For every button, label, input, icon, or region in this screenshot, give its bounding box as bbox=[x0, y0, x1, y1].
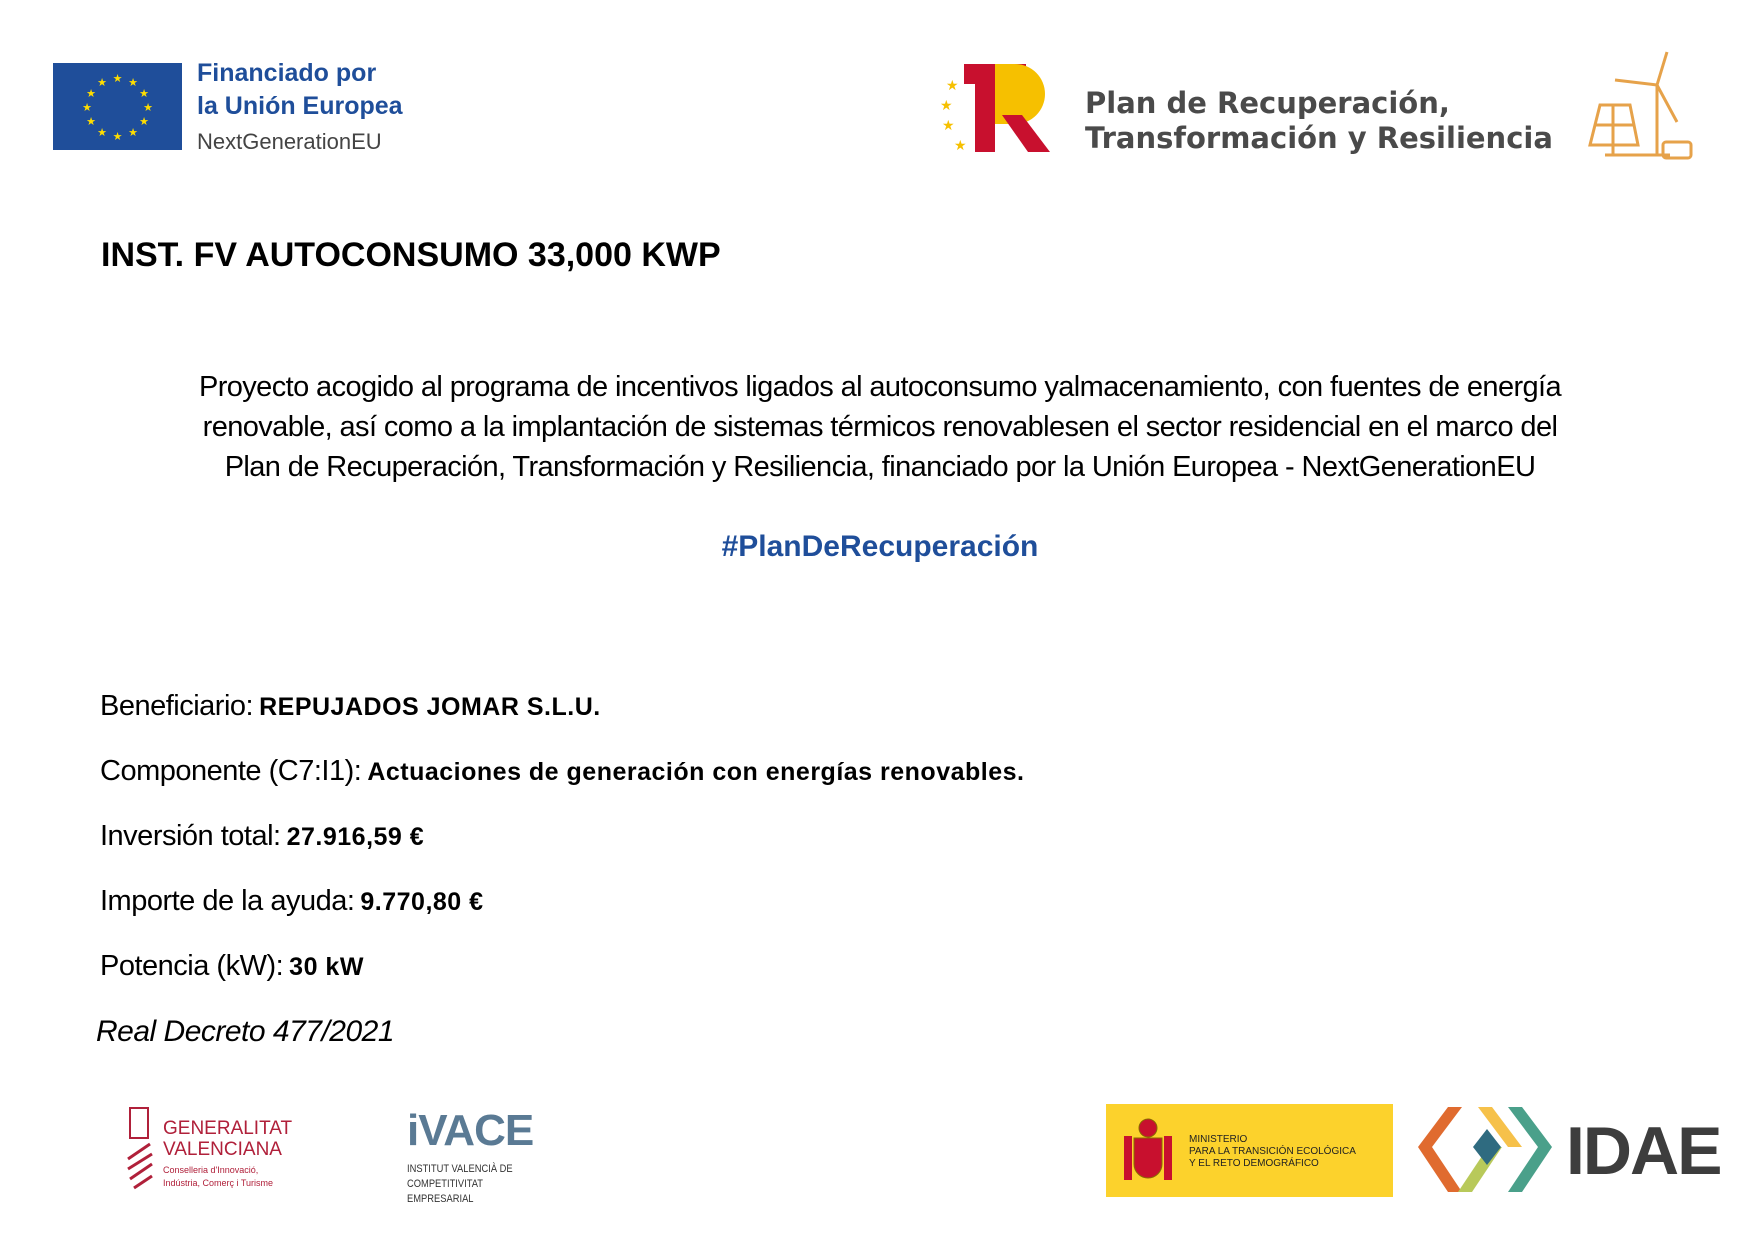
ministerio-logo bbox=[1106, 1104, 1393, 1197]
detail-label: Importe de la ayuda: bbox=[100, 885, 355, 917]
svg-text:★: ★ bbox=[97, 77, 107, 89]
svg-text:★: ★ bbox=[86, 88, 96, 100]
project-description bbox=[60, 367, 1700, 487]
svg-text:★: ★ bbox=[82, 102, 92, 114]
detail-beneficiario bbox=[100, 690, 601, 723]
svg-text:★: ★ bbox=[97, 127, 107, 139]
detail-value: REPUJADOS JOMAR S.L.U. bbox=[259, 693, 601, 721]
svg-text:★: ★ bbox=[86, 116, 96, 128]
svg-text:★: ★ bbox=[128, 77, 138, 89]
idae-name: IDAE bbox=[1566, 1113, 1721, 1189]
gv-line1: GENERALITAT bbox=[163, 1118, 293, 1139]
eu-funding-line2: la Unión Europea bbox=[197, 92, 403, 120]
svg-text:★: ★ bbox=[143, 102, 153, 114]
ministerio-line1: MINISTERIO bbox=[1189, 1134, 1248, 1145]
svg-text:★: ★ bbox=[139, 116, 149, 128]
detail-value: 27.916,59 € bbox=[286, 823, 425, 851]
svg-text:★: ★ bbox=[128, 127, 138, 139]
detail-inversion bbox=[100, 820, 424, 853]
detail-label: Potencia (kW): bbox=[100, 950, 284, 982]
description-line-3: Plan de Recuperación, Transformación y Resiliencia, financiado por la Unión Europea - NextGenerationEU bbox=[224, 451, 1536, 483]
hashtag: #PlanDeRecuperación bbox=[721, 530, 1039, 563]
svg-text:★: ★ bbox=[112, 131, 123, 143]
prtr-logo bbox=[940, 60, 1055, 155]
svg-text:★: ★ bbox=[139, 88, 149, 100]
eu-funding-line3: NextGenerationEU bbox=[197, 129, 382, 154]
detail-value: 30 kW bbox=[289, 953, 364, 981]
plan-title-line1: Plan de Recuperación, bbox=[1085, 86, 1450, 120]
eu-flag-logo bbox=[53, 63, 182, 150]
svg-text:★: ★ bbox=[942, 117, 955, 133]
svg-text:★: ★ bbox=[954, 137, 967, 153]
ivace-logo bbox=[407, 1100, 567, 1205]
gv-emblem-icon bbox=[124, 1104, 156, 1194]
ivace-name: iVACE bbox=[407, 1106, 534, 1155]
detail-importe bbox=[100, 885, 484, 918]
gv-line4: Indústria, Comerç i Turisme bbox=[163, 1178, 274, 1188]
idae-emblem-icon bbox=[1418, 1102, 1558, 1197]
detail-label: Inversión total: bbox=[100, 820, 281, 852]
ivace-line2: COMPETITIVITAT EMPRESARIAL bbox=[407, 1178, 483, 1205]
detail-potencia bbox=[100, 950, 364, 983]
detail-componente bbox=[100, 755, 1024, 788]
description-line-1: Proyecto acogido al programa de incentivos ligados al autoconsumo yalmacenamiento, con fuentes de energía bbox=[198, 371, 1562, 403]
svg-text:★: ★ bbox=[112, 73, 123, 85]
decree: Real Decreto 477/2021 bbox=[96, 1015, 395, 1048]
detail-value: Actuaciones de generación con energías renovables. bbox=[367, 758, 1025, 786]
eu-funding-line1: Financiado por bbox=[197, 59, 377, 87]
detail-label: Beneficiario: bbox=[100, 690, 254, 722]
wind-solar-icon bbox=[1585, 50, 1697, 160]
idae-logo bbox=[1418, 1102, 1721, 1197]
plan-title-line2: Transformación y Resiliencia bbox=[1085, 121, 1553, 155]
installation-title: INST. FV AUTOCONSUMO 33,000 KWP bbox=[101, 236, 721, 274]
svg-text:★: ★ bbox=[940, 97, 953, 113]
ministerio-line2: PARA LA TRANSICIÓN ECOLÓGICA bbox=[1189, 1146, 1356, 1157]
ministerio-line3: Y EL RETO DEMOGRÁFICO bbox=[1189, 1158, 1319, 1169]
eu-stars-icon bbox=[53, 63, 182, 150]
gv-line3: Conselleria d'Innovació, bbox=[163, 1165, 259, 1175]
description-line-2: renovable, así como a la implantación de sistemas térmicos renovablesen el sector residencial en el marco del bbox=[202, 411, 1558, 443]
generalitat-logo bbox=[124, 1104, 304, 1196]
detail-label: Componente (C7:I1): bbox=[100, 755, 362, 787]
svg-text:★: ★ bbox=[946, 77, 959, 93]
detail-value: 9.770,80 € bbox=[360, 888, 484, 916]
gv-line2: VALENCIANA bbox=[163, 1139, 282, 1160]
spain-coat-of-arms-icon bbox=[1118, 1116, 1178, 1186]
ivace-line1: INSTITUT VALENCIÀ DE bbox=[407, 1163, 513, 1175]
